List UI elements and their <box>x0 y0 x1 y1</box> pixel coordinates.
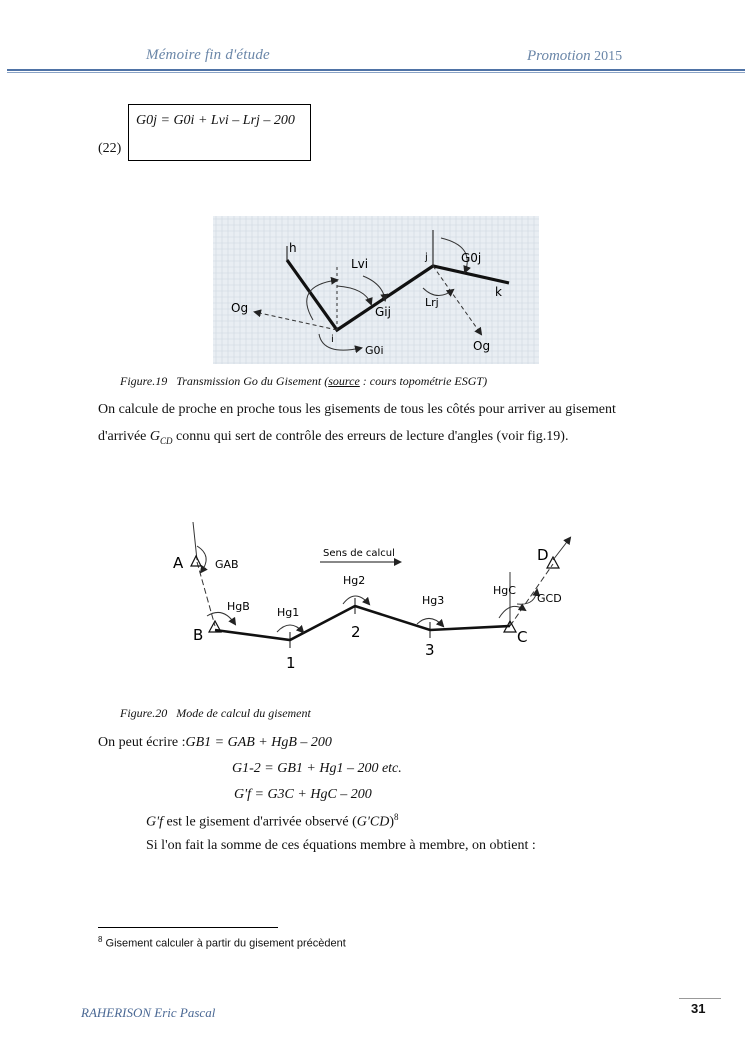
equation-22-text: G0j = G0i + Lvi – Lrj – 200 <box>136 113 295 128</box>
header-left-title: Mémoire fin d'étude <box>146 47 270 63</box>
gf-definition: G'f est le gisement d'arrivée observé $(G'CD)^8$ <box>146 812 399 830</box>
label-C: C <box>517 628 528 646</box>
traverse-path <box>215 606 510 640</box>
page-number: 31 <box>691 1001 706 1016</box>
header-promotion: Promotion <box>527 48 591 64</box>
label-g0i: G0i <box>365 344 384 357</box>
label-i: i <box>331 334 334 345</box>
figure-19-caption: Figure.19 Transmission Go du Gisement (source : cours topométrie ESGT) <box>120 374 488 388</box>
paragraph-line-1: On calcule de proche en proche tous les gisements de tous les côtés pour arriver au gisement <box>98 402 616 417</box>
figure-20-caption: Figure.20 Mode de calcul du gisement <box>120 706 311 720</box>
paragraph-line-2: d'arrivée $G_{CD}$ connu qui sert de contrôle des erreurs de lecture d'angles (voir fig.19). <box>98 429 569 446</box>
label-gab: GAB <box>215 558 239 571</box>
label-point-1: 1 <box>286 654 296 672</box>
label-point-2: 2 <box>351 623 361 641</box>
label-og-right: Og <box>473 339 491 353</box>
footer-author: RAHERISON Eric Pascal <box>81 1005 216 1020</box>
header-right-title <box>527 48 622 65</box>
label-lvi: Lvi <box>351 257 369 271</box>
figure-19-diagram <box>213 216 539 364</box>
label-D: D <box>537 546 549 564</box>
equation-number: (22) <box>98 141 122 156</box>
header-year: 2015 <box>594 49 623 64</box>
label-hgc: HgC <box>493 584 516 597</box>
label-lrj: Lrj <box>425 296 439 309</box>
label-A: A <box>173 554 184 572</box>
label-gij: Gij <box>375 305 391 319</box>
label-j: j <box>425 252 428 263</box>
label-point-3: 3 <box>425 641 435 659</box>
label-hg1: Hg1 <box>277 606 300 619</box>
footnote-rule <box>98 927 278 928</box>
header-rule-thin <box>7 72 745 73</box>
label-sens-calcul: Sens de calcul <box>323 548 395 559</box>
equation-line-1: On peut écrire :GB1 = GAB + HgB – 200 <box>98 735 332 750</box>
equation-box <box>128 104 311 161</box>
footnote: $^8$ Gisement calculer à partir du gisement précèdent <box>98 935 346 950</box>
equation-line-2: G1-2 = GB1 + Hg1 – 200 etc. <box>232 761 402 776</box>
label-g0j: G0j <box>461 251 482 265</box>
label-hgb: HgB <box>227 600 250 613</box>
equation-line-3: G'f = G3C + HgC – 200 <box>234 787 372 802</box>
label-k: k <box>495 285 502 299</box>
label-h: h <box>289 241 297 255</box>
label-hg3: Hg3 <box>422 594 445 607</box>
label-og-left: Og <box>231 301 249 315</box>
header-rule <box>7 69 745 71</box>
page-number-rule <box>679 998 721 999</box>
label-B: B <box>193 626 204 644</box>
figure-20-diagram <box>165 520 585 685</box>
sum-sentence: Si l'on fait la somme de ces équations membre à membre, on obtient : <box>146 838 536 853</box>
label-hg2: Hg2 <box>343 574 366 587</box>
label-gcd: GCD <box>537 592 562 605</box>
